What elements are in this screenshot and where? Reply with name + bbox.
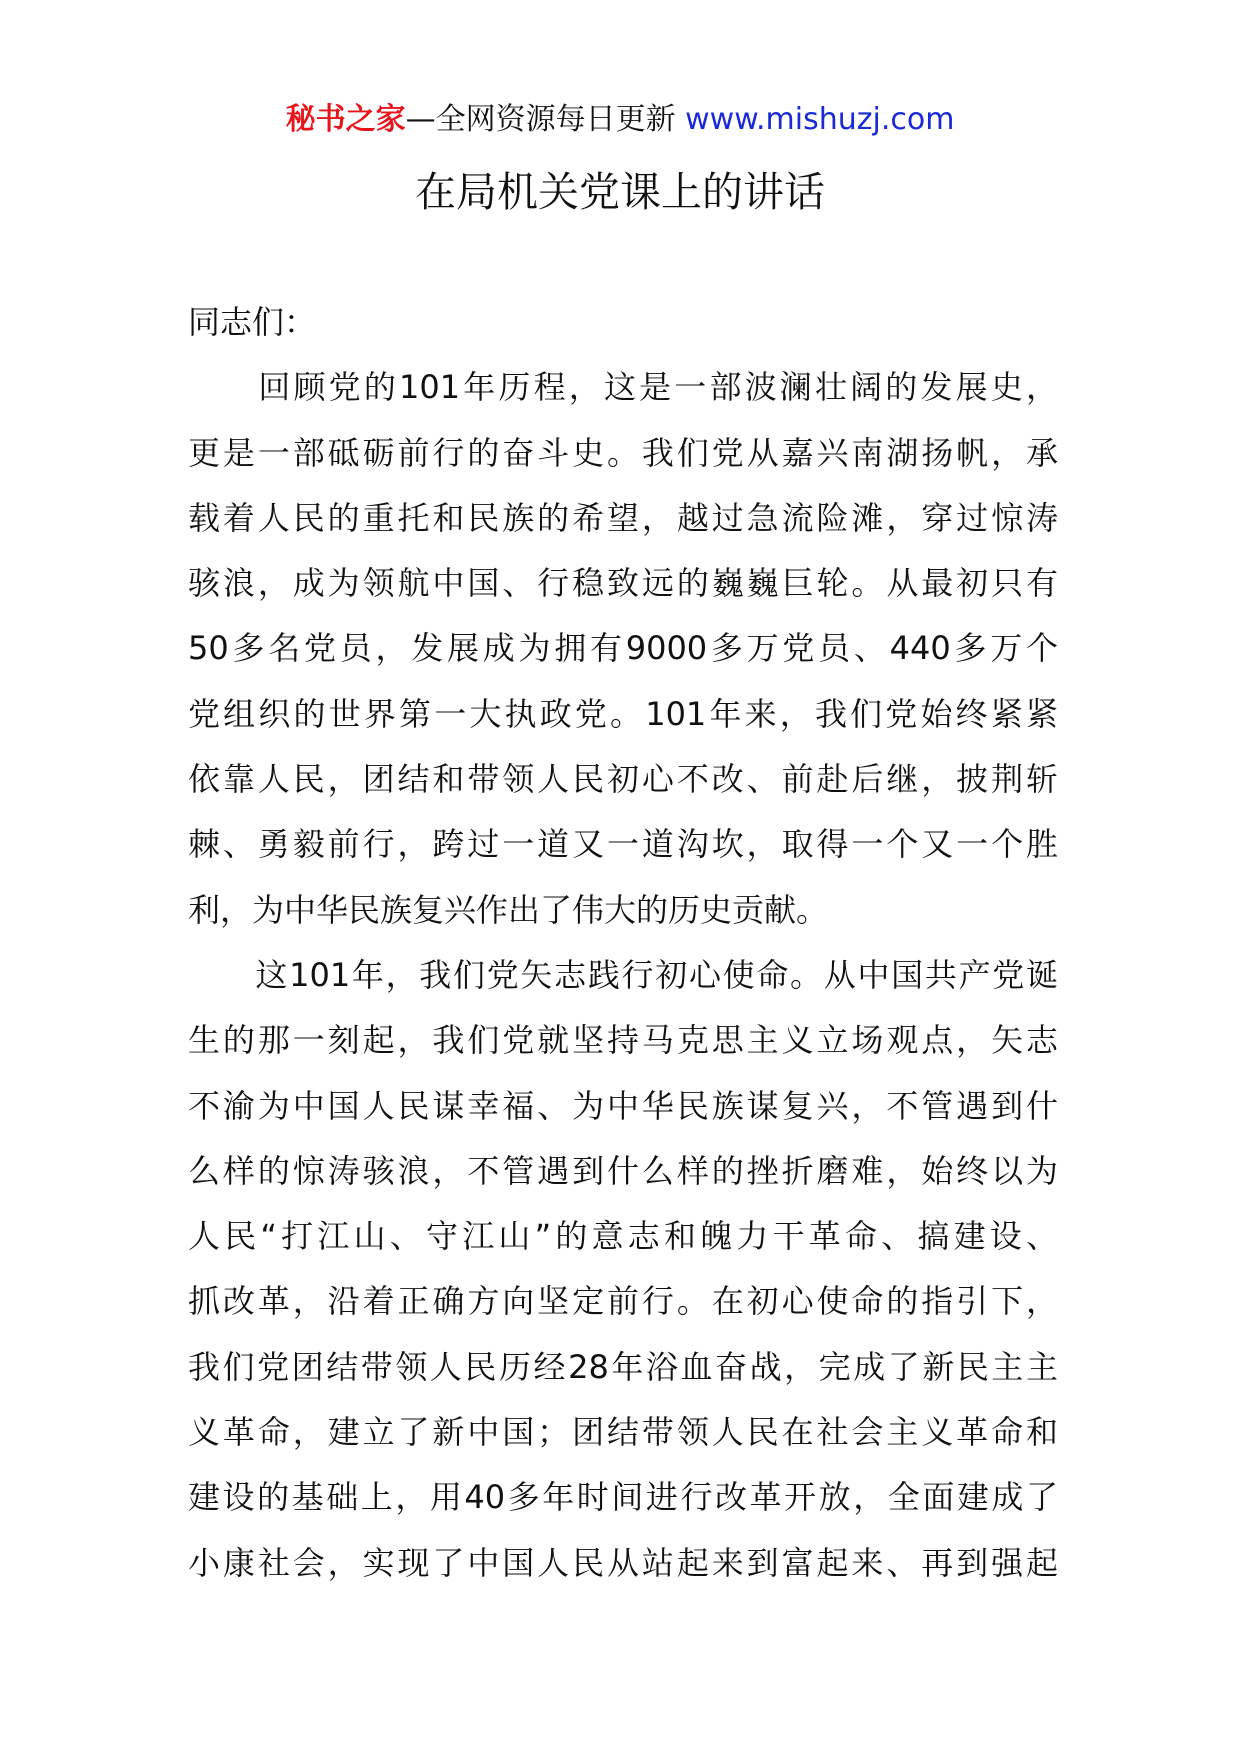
body-line: 更是一部砥砺前行的奋斗史。我们党从嘉兴南湖扬帆，承 <box>188 433 1058 472</box>
body-line: 义革命，建立了新中国；团结带领人民在社会主义革命和 <box>188 1413 1058 1452</box>
body-line: 载着人民的重托和民族的希望，越过急流险滩，穿过惊涛 <box>188 498 1058 537</box>
body-line: 骇浪，成为领航中国、行稳致远的巍巍巨轮。从最初只有 <box>188 564 1058 603</box>
body-line: 人民“打江山、守江山”的意志和魄力干革命、搞建设、 <box>188 1217 1058 1256</box>
body-line: 生的那一刻起，我们党就坚持马克思主义立场观点，矢志 <box>188 1021 1058 1060</box>
body-line: 依靠人民，团结和带领人民初心不改、前赴后继，披荆斩 <box>188 760 1058 799</box>
body-line: 棘、勇毅前行，跨过一道又一道沟坎，取得一个又一个胜 <box>188 825 1058 864</box>
document-title: 在局机关党课上的讲话 <box>415 168 825 216</box>
body-line: 回顾党的101年历程，这是一部波澜壮阔的发展史， <box>188 368 1058 407</box>
site-header <box>0 98 1240 142</box>
site-url-link[interactable]: www.mishuzj.com <box>685 102 955 137</box>
body-line: 50多名党员，发展成为拥有9000多万党员、440多万个 <box>188 629 1058 668</box>
body-line: 不渝为中国人民谋幸福、为中华民族谋复兴，不管遇到什 <box>188 1086 1058 1125</box>
document-body <box>188 290 1058 1596</box>
site-tagline: —全网资源每日更新 <box>405 102 686 137</box>
body-line: 么样的惊涛骇浪，不管遇到什么样的挫折磨难，始终以为 <box>188 1151 1058 1190</box>
body-line: 党组织的世界第一大执政党。101年来，我们党始终紧紧 <box>188 694 1058 733</box>
salutation-line: 同志们： <box>188 303 317 341</box>
body-line: 我们党团结带领人民历经28年浴血奋战，完成了新民主主 <box>188 1347 1058 1386</box>
body-line: 抓改革，沿着正确方向坚定前行。在初心使命的指引下， <box>188 1282 1058 1321</box>
site-brand: 秘书之家 <box>285 102 406 137</box>
body-line: 小康社会，实现了中国人民从站起来到富起来、再到强起 <box>188 1543 1058 1582</box>
body-line: 利，为中华民族复兴作出了伟大的历史贡献。 <box>188 890 829 929</box>
body-line: 建设的基础上，用40多年时间进行改革开放，全面建成了 <box>188 1478 1058 1517</box>
body-line: 这101年，我们党矢志践行初心使命。从中国共产党诞 <box>188 955 1058 994</box>
